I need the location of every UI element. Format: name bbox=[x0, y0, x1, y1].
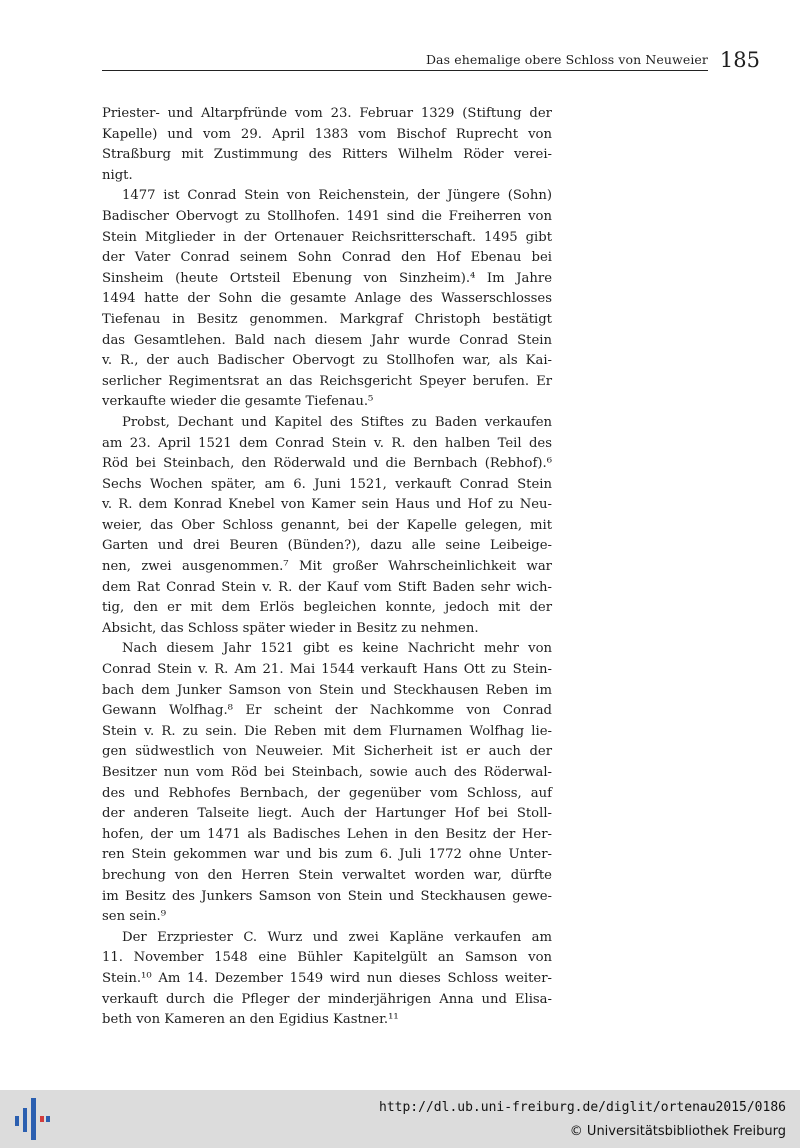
text-line: Straßburg mit Zustimmung des Ritters Wilhelm Röder verei- bbox=[102, 147, 552, 163]
text-line: Nach diesem Jahr 1521 gibt es keine Nachricht mehr von bbox=[122, 641, 552, 657]
text-line: Priester- und Altarpfründe vom 23. Februar 1329 (Stiftung der bbox=[102, 106, 552, 121]
text-line: Gewann Wolfhag.⁸ Er scheint der Nachkomme von Conrad bbox=[102, 703, 552, 719]
paragraph bbox=[102, 104, 552, 186]
text-line: gen südwestlich von Neuweier. Mit Sicherheit ist er auch der bbox=[102, 744, 552, 760]
text-line: 1494 hatte der Sohn die gesamte Anlage des Wasserschlosses bbox=[102, 291, 552, 307]
text-line: Absicht, das Schloss später wieder in Besitz zu nehmen. bbox=[102, 620, 479, 636]
text-line: Röd bei Steinbach, den Röderwald und die Bernbach (Rebhof).⁶ bbox=[102, 456, 552, 472]
text-line: Probst, Dechant und Kapitel des Stiftes zu Baden verkaufen bbox=[122, 414, 552, 430]
text-line: Garten und drei Beuren (Bünden?), dazu alle seine Leibeige- bbox=[102, 538, 552, 554]
text-line: 1477 ist Conrad Stein von Reichenstein, der Jüngere (Sohn) bbox=[122, 188, 552, 204]
text-line: dem Rat Conrad Stein v. R. der Kauf vom Stift Baden sehr wich- bbox=[102, 579, 552, 595]
text-line: der anderen Talseite liegt. Auch der Hartunger Hof bei Stoll- bbox=[102, 806, 552, 822]
text-line: hofen, der um 1471 als Badisches Lehen in den Besitz der Her- bbox=[102, 826, 552, 842]
text-line: im Besitz des Junkers Samson von Stein und Steckhausen gewe- bbox=[102, 888, 552, 904]
text-line: verkauft durch die Pfleger der minderjährigen Anna und Elisa- bbox=[102, 991, 552, 1007]
text-line: verkaufte wieder die gesamte Tiefenau.⁵ bbox=[102, 394, 374, 410]
text-line: der Vater Conrad seinem Sohn Conrad den Hof Ebenau bei bbox=[102, 250, 552, 266]
text-line: Der Erzpriester C. Wurz und zwei Kapläne verkaufen am bbox=[122, 929, 552, 945]
text-line: 11. November 1548 eine Bühler Kapitelgült an Samson von bbox=[102, 950, 552, 966]
paragraph bbox=[102, 186, 552, 413]
body-text bbox=[102, 104, 552, 1031]
text-line: Sechs Wochen später, am 6. Juni 1521, verkauft Conrad Stein bbox=[102, 476, 552, 492]
text-line: das Gesamtlehen. Bald nach diesem Jahr wurde Conrad Stein bbox=[102, 332, 552, 348]
text-line: Besitzer nun vom Röd bei Steinbach, sowie auch des Röderwal- bbox=[102, 765, 552, 780]
text-line: Stein v. R. zu sein. Die Reben mit dem Flurnamen Wolfhag lie- bbox=[102, 723, 552, 739]
text-line: beth von Kameren an den Egidius Kastner.¹¹ bbox=[102, 1012, 399, 1028]
paragraph bbox=[102, 639, 552, 927]
paragraph bbox=[102, 928, 552, 1031]
text-line: Stein.¹⁰ Am 14. Dezember 1549 wird nun dieses Schloss weiter- bbox=[102, 970, 552, 986]
copyright-text: © Universitätsbibliothek Freiburg bbox=[569, 1124, 786, 1139]
text-line: bach dem Junker Samson von Stein und Steckhausen Reben im bbox=[102, 682, 552, 698]
text-line: nen, zwei ausgenommen.⁷ Mit großer Wahrscheinlichkeit war bbox=[102, 559, 552, 575]
text-line: Tiefenau in Besitz genommen. Markgraf Christoph bestätigt bbox=[102, 311, 552, 327]
text-line: serlicher Regimentsrat an das Reichsgericht Speyer berufen. Er bbox=[102, 373, 552, 389]
text-line: ren Stein gekommen war und bis zum 6. Juli 1772 ohne Unter- bbox=[102, 847, 552, 863]
header-rule bbox=[102, 70, 708, 71]
paragraph bbox=[102, 413, 552, 640]
text-line: brechung von den Herren Stein verwaltet worden war, dürfte bbox=[102, 867, 552, 883]
text-line: weier, das Ober Schloss genannt, bei der Kapelle gelegen, mit bbox=[102, 517, 552, 533]
running-head-title: Das ehemalige obere Schloss von Neuweier bbox=[425, 52, 708, 67]
text-line: Kapelle) und vom 29. April 1383 vom Bischof Ruprecht von bbox=[102, 126, 552, 142]
footer-bar bbox=[0, 1090, 800, 1148]
text-line: v. R. dem Konrad Knebel von Kamer sein Haus und Hof zu Neu- bbox=[102, 497, 552, 513]
ub-freiburg-logo-icon[interactable] bbox=[12, 1096, 52, 1142]
text-line: Badischer Obervogt zu Stollhofen. 1491 sind die Freiherren von bbox=[102, 208, 552, 224]
text-line: des und Rebhofes Bernbach, der gegenüber vom Schloss, auf bbox=[102, 785, 552, 801]
text-line: am 23. April 1521 dem Conrad Stein v. R. den halben Teil des bbox=[102, 435, 552, 451]
source-url-link[interactable]: http://dl.ub.uni-freiburg.de/diglit/ortenau2015/0186 bbox=[379, 1100, 786, 1115]
text-line: v. R., der auch Badischer Obervogt zu Stollhofen war, als Kai- bbox=[102, 353, 552, 369]
text-line: Sinsheim (heute Ortsteil Ebenung von Sinzheim).⁴ Im Jahre bbox=[102, 270, 552, 286]
text-line: tig, den er mit dem Erlös begleichen konnte, jedoch mit der bbox=[102, 600, 552, 616]
text-line: Stein Mitglieder in der Ortenauer Reichsritterschaft. 1495 gibt bbox=[102, 229, 552, 245]
running-head bbox=[102, 44, 764, 78]
text-line: nigt. bbox=[102, 167, 133, 183]
text-line: Conrad Stein v. R. Am 21. Mai 1544 verkauft Hans Ott zu Stein- bbox=[102, 662, 552, 678]
text-line: sen sein.⁹ bbox=[102, 909, 167, 925]
page-number: 185 bbox=[719, 48, 760, 72]
